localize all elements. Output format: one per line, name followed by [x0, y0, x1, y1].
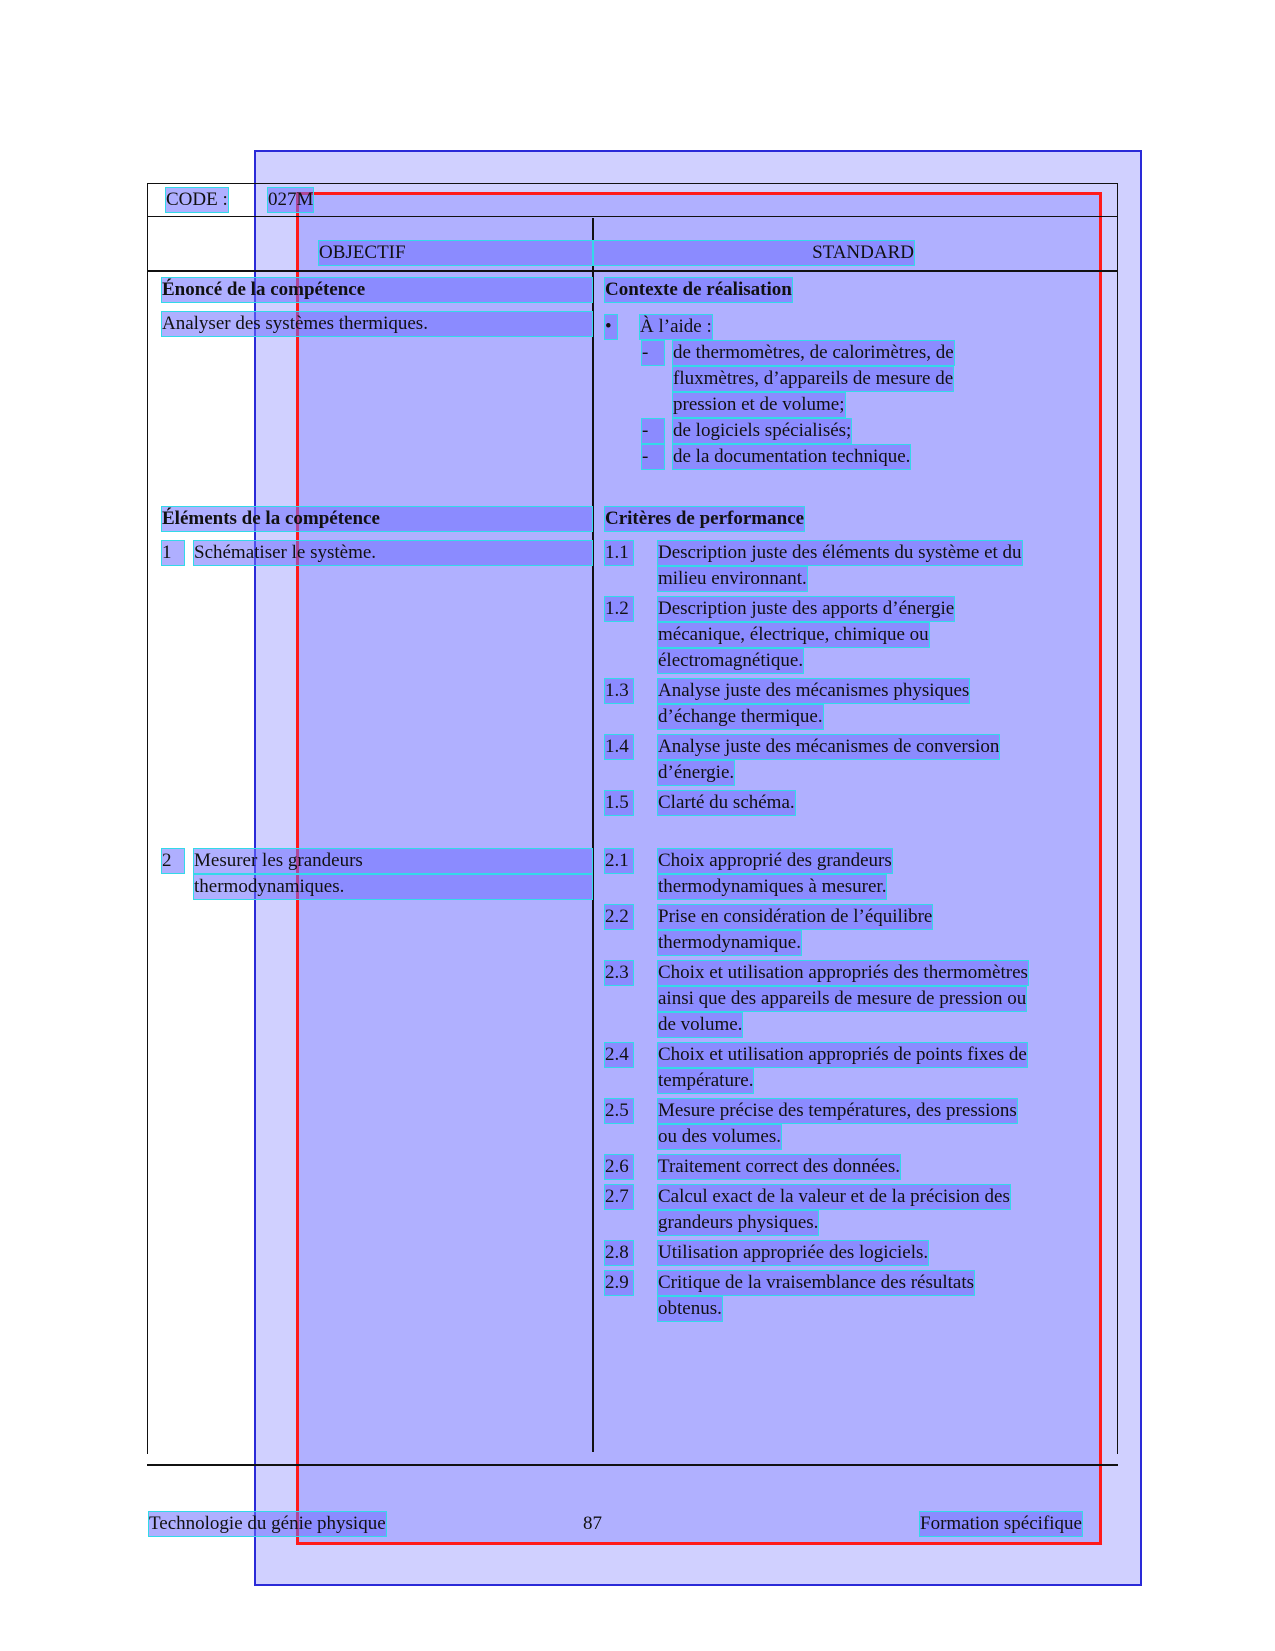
contexte-title: Contexte de réalisation [605, 279, 792, 300]
criterion-number: 2.1 [605, 849, 633, 873]
criterion-text: Choix et utilisation appropriés des thermomètres [658, 962, 1028, 983]
criterion-number: 2.3 [605, 961, 633, 985]
header-bottom-line [147, 270, 1118, 272]
frame-right-line [1117, 183, 1118, 1454]
element-number: 2 [162, 849, 184, 873]
aide-item-text: de la documentation technique. [673, 446, 911, 467]
criterion-text: électromagnétique. [658, 650, 804, 671]
criterion-text: Analyse juste des mécanismes physiques [658, 680, 970, 701]
enonce-text: Analyser des systèmes thermiques. [162, 312, 592, 336]
code-underline [147, 216, 1118, 217]
criterion-text: ainsi que des appareils de mesure de pression ou [658, 988, 1027, 1009]
standard-header-text: STANDARD [812, 242, 914, 263]
criterion-text: Choix et utilisation appropriés de points fixes de [658, 1044, 1027, 1065]
code-label: CODE : [166, 189, 228, 210]
criterion-text: Traitement correct des données. [658, 1156, 900, 1177]
elements-title: Éléments de la compétence [162, 507, 592, 531]
aide-dash: - [642, 419, 664, 443]
criterion-number: 1.5 [605, 791, 633, 815]
criterion-text: milieu environnant. [658, 568, 807, 589]
criteres-title: Critères de performance [605, 508, 805, 529]
frame-bottom-line [147, 1464, 1118, 1466]
aide-dash: - [642, 445, 664, 469]
element-text: Mesurer les grandeurs [194, 849, 592, 873]
aide-item-text: de logiciels spécialisés; [673, 420, 852, 441]
criterion-number: 2.9 [605, 1271, 633, 1295]
criterion-text: Calcul exact de la valeur et de la précision des [658, 1186, 1010, 1207]
bullet-marker: • [605, 315, 617, 339]
footer-page-number: 87 [583, 1513, 602, 1534]
footer-left: Technologie du génie physique [149, 1513, 386, 1534]
aide-item-text: pression et de volume; [673, 394, 845, 415]
criterion-text: thermodynamique. [658, 932, 801, 953]
criterion-number: 1.4 [605, 735, 633, 759]
criterion-text: d’énergie. [658, 762, 735, 783]
criterion-number: 2.6 [605, 1155, 633, 1179]
criterion-number: 2.8 [605, 1241, 633, 1265]
criterion-number: 1.3 [605, 679, 633, 703]
criterion-text: Clarté du schéma. [658, 792, 795, 813]
criterion-text: thermodynamiques à mesurer. [658, 876, 887, 897]
criterion-number: 2.4 [605, 1043, 633, 1067]
column-divider [592, 218, 594, 1452]
criterion-text: obtenus. [658, 1298, 722, 1319]
aide-item-text: fluxmètres, d’appareils de mesure de [673, 368, 954, 389]
aide-item-text: de thermomètres, de calorimètres, de [673, 342, 954, 363]
objectif-header: OBJECTIF [319, 241, 592, 265]
element-number: 1 [162, 541, 184, 565]
frame-top-line [147, 183, 1118, 184]
criterion-number: 1.2 [605, 597, 633, 621]
criterion-text: Mesure précise des températures, des pressions [658, 1100, 1017, 1121]
criterion-text: Critique de la vraisemblance des résultats [658, 1272, 975, 1293]
criterion-number: 2.5 [605, 1099, 633, 1123]
criterion-text: d’échange thermique. [658, 706, 823, 727]
criterion-number: 1.1 [605, 541, 633, 565]
criterion-number: 2.7 [605, 1185, 633, 1209]
criterion-text: Analyse juste des mécanismes de conversion [658, 736, 1000, 757]
criterion-text: Prise en considération de l’équilibre [658, 906, 933, 927]
criterion-text: grandeurs physiques. [658, 1212, 819, 1233]
criterion-text: mécanique, électrique, chimique ou [658, 624, 929, 645]
code-value: 027M [268, 189, 314, 210]
criterion-text: Description juste des éléments du système et du [658, 542, 1022, 563]
standard-header [594, 241, 914, 265]
element-text: thermodynamiques. [194, 875, 592, 899]
criterion-text: ou des volumes. [658, 1126, 781, 1147]
aide-label: À l’aide : [640, 316, 712, 337]
enonce-title: Énoncé de la compétence [162, 278, 592, 302]
criterion-text: Description juste des apports d’énergie [658, 598, 955, 619]
criterion-number: 2.2 [605, 905, 633, 929]
criterion-text: Choix approprié des grandeurs [658, 850, 892, 871]
criterion-text: température. [658, 1070, 754, 1091]
criterion-text: Utilisation appropriée des logiciels. [658, 1242, 929, 1263]
aide-dash: - [642, 341, 664, 365]
element-text: Schématiser le système. [194, 541, 592, 565]
criterion-text: de volume. [658, 1014, 743, 1035]
footer-right: Formation spécifique [920, 1513, 1082, 1534]
frame-left-line [147, 183, 148, 1454]
